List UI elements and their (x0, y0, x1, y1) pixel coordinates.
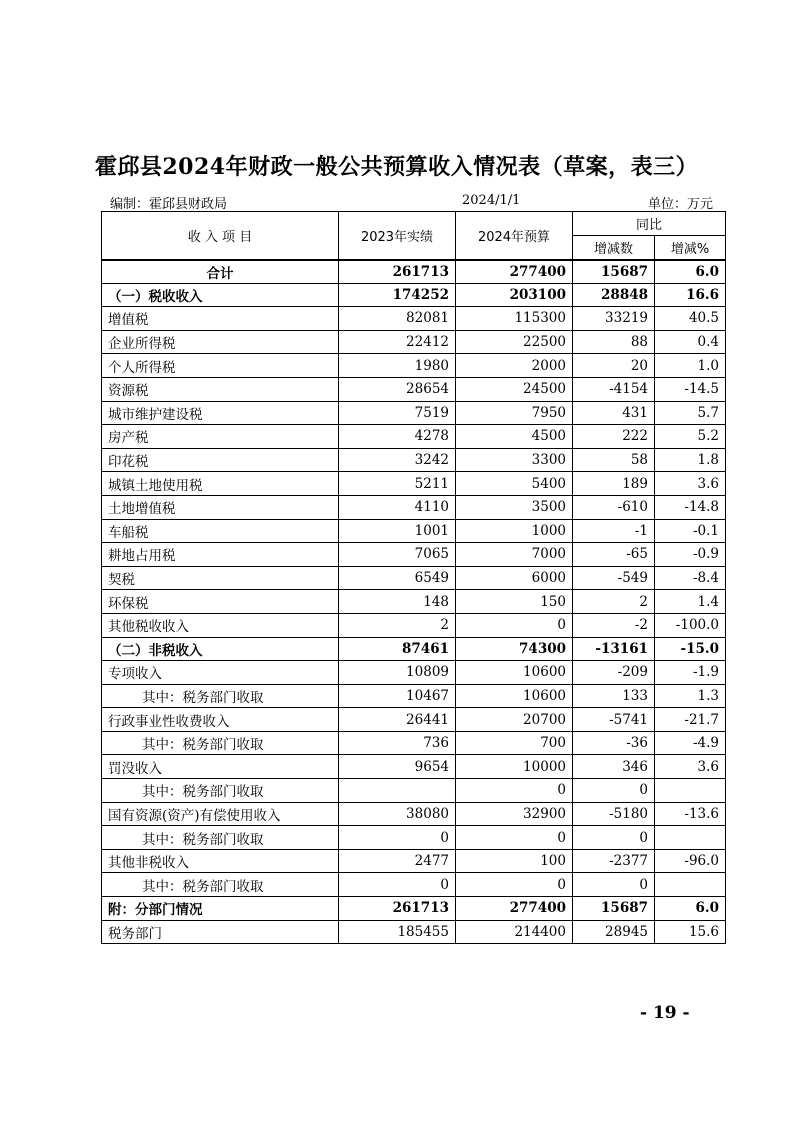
cell-actual-2023: 7519 (339, 401, 456, 425)
row-item-name: 附：分部门情况 (102, 897, 339, 921)
header-budget-2024: 2024年预算 (456, 212, 573, 260)
cell-actual-2023: 7065 (339, 543, 456, 567)
cell-actual-2023: 5211 (339, 472, 456, 496)
row-item-name: 城市维护建设税 (102, 401, 339, 425)
revenue-table (101, 211, 726, 944)
table-row (102, 307, 726, 331)
table-row (102, 377, 726, 401)
cell-change-pct: -96.0 (655, 849, 726, 873)
cell-change-amount: -610 (573, 495, 655, 519)
cell-actual-2023: 261713 (339, 260, 456, 284)
table-row (102, 283, 726, 307)
table-row (102, 448, 726, 472)
cell-change-amount: -2377 (573, 849, 655, 873)
page-title: 霍邱县2024年财政一般公共预算收入情况表（草案，表三） (94, 154, 699, 180)
cell-actual-2023: 736 (339, 731, 456, 755)
cell-budget-2024: 203100 (456, 283, 573, 307)
cell-change-pct: 0.4 (655, 330, 726, 354)
header-yoy: 同比 (573, 212, 726, 236)
cell-change-pct: -0.9 (655, 543, 726, 567)
cell-change-pct: 5.2 (655, 425, 726, 449)
cell-change-amount: 33219 (573, 307, 655, 331)
cell-budget-2024: 277400 (456, 260, 573, 284)
row-item-name: 耕地占用税 (102, 543, 339, 567)
cell-change-pct: 1.4 (655, 590, 726, 614)
cell-change-amount: -5741 (573, 708, 655, 732)
cell-actual-2023: 22412 (339, 330, 456, 354)
cell-change-pct: 6.0 (655, 260, 726, 284)
cell-actual-2023 (339, 779, 456, 803)
table-row (102, 731, 726, 755)
cell-actual-2023: 0 (339, 826, 456, 850)
cell-change-amount: -2 (573, 613, 655, 637)
cell-change-pct: 1.0 (655, 354, 726, 378)
table-body (102, 260, 726, 944)
cell-budget-2024: 115300 (456, 307, 573, 331)
cell-change-pct: 6.0 (655, 897, 726, 921)
cell-change-amount: 58 (573, 448, 655, 472)
row-item-name: 其中：税务部门收取 (102, 731, 339, 755)
table-row (102, 755, 726, 779)
row-item-name: 企业所得税 (102, 330, 339, 354)
cell-change-pct: -0.1 (655, 519, 726, 543)
cell-actual-2023: 82081 (339, 307, 456, 331)
table-row (102, 354, 726, 378)
cell-budget-2024: 700 (456, 731, 573, 755)
cell-budget-2024: 3500 (456, 495, 573, 519)
table-row (102, 260, 726, 284)
cell-change-amount: 15687 (573, 260, 655, 284)
cell-change-amount: 431 (573, 401, 655, 425)
row-item-name: （二）非税收入 (102, 637, 339, 661)
cell-actual-2023: 3242 (339, 448, 456, 472)
table-row (102, 873, 726, 897)
cell-change-pct: 15.6 (655, 920, 726, 944)
cell-actual-2023: 174252 (339, 283, 456, 307)
cell-change-amount: 0 (573, 779, 655, 803)
row-item-name: 个人所得税 (102, 354, 339, 378)
cell-budget-2024: 6000 (456, 566, 573, 590)
cell-actual-2023: 10467 (339, 684, 456, 708)
cell-budget-2024: 0 (456, 826, 573, 850)
cell-change-pct: -8.4 (655, 566, 726, 590)
cell-change-pct: 3.6 (655, 472, 726, 496)
cell-change-amount: -65 (573, 543, 655, 567)
cell-budget-2024: 1000 (456, 519, 573, 543)
compiler-label: 编制：霍邱县财政局 (110, 197, 228, 212)
cell-change-amount: 88 (573, 330, 655, 354)
table-row (102, 708, 726, 732)
row-item-name: 环保税 (102, 590, 339, 614)
cell-change-pct: -100.0 (655, 613, 726, 637)
cell-change-pct: -13.6 (655, 802, 726, 826)
table-row (102, 590, 726, 614)
cell-change-amount: -1 (573, 519, 655, 543)
cell-actual-2023: 10809 (339, 661, 456, 685)
cell-budget-2024: 5400 (456, 472, 573, 496)
row-item-name: 其中：税务部门收取 (102, 826, 339, 850)
cell-change-pct: -14.8 (655, 495, 726, 519)
cell-budget-2024: 4500 (456, 425, 573, 449)
cell-actual-2023: 0 (339, 873, 456, 897)
unit-label: 单位：万元 (648, 197, 714, 212)
cell-change-amount: 2 (573, 590, 655, 614)
table-row (102, 684, 726, 708)
date-label: 2024/1/1 (462, 193, 521, 208)
cell-change-pct: -14.5 (655, 377, 726, 401)
cell-actual-2023: 26441 (339, 708, 456, 732)
cell-change-pct: -4.9 (655, 731, 726, 755)
cell-budget-2024: 277400 (456, 897, 573, 921)
cell-budget-2024: 32900 (456, 802, 573, 826)
header-change-pct: 增减% (655, 236, 726, 260)
cell-change-pct: 3.6 (655, 755, 726, 779)
cell-budget-2024: 24500 (456, 377, 573, 401)
table-row (102, 779, 726, 803)
row-item-name: 国有资源(资产)有偿使用收入 (102, 802, 339, 826)
table-row (102, 401, 726, 425)
table-row (102, 637, 726, 661)
cell-change-pct: 40.5 (655, 307, 726, 331)
header-actual-2023: 2023年实绩 (339, 212, 456, 260)
header-item: 收 入 项 目 (102, 212, 339, 260)
row-item-name: 其他税收收入 (102, 613, 339, 637)
row-item-name: 房产税 (102, 425, 339, 449)
cell-budget-2024: 0 (456, 613, 573, 637)
cell-change-amount: 15687 (573, 897, 655, 921)
row-item-name: 行政事业性收费收入 (102, 708, 339, 732)
cell-budget-2024: 0 (456, 779, 573, 803)
cell-change-pct: 5.7 (655, 401, 726, 425)
table-row (102, 897, 726, 921)
cell-budget-2024: 10600 (456, 684, 573, 708)
cell-change-amount: -4154 (573, 377, 655, 401)
cell-actual-2023: 148 (339, 590, 456, 614)
cell-budget-2024: 2000 (456, 354, 573, 378)
cell-budget-2024: 3300 (456, 448, 573, 472)
table-row (102, 472, 726, 496)
cell-actual-2023: 4278 (339, 425, 456, 449)
cell-change-pct: 16.6 (655, 283, 726, 307)
cell-change-amount: 0 (573, 826, 655, 850)
cell-actual-2023: 2477 (339, 849, 456, 873)
table-row (102, 495, 726, 519)
row-item-name: 契税 (102, 566, 339, 590)
cell-change-amount: 28848 (573, 283, 655, 307)
cell-change-amount: -5180 (573, 802, 655, 826)
row-item-name: （一）税收收入 (102, 283, 339, 307)
cell-change-amount: -209 (573, 661, 655, 685)
row-item-name: 税务部门 (102, 920, 339, 944)
table-row (102, 543, 726, 567)
table-row (102, 826, 726, 850)
row-item-name: 其他非税收入 (102, 849, 339, 873)
cell-actual-2023: 185455 (339, 920, 456, 944)
cell-budget-2024: 20700 (456, 708, 573, 732)
row-item-name: 合计 (102, 260, 339, 284)
row-item-name: 城镇土地使用税 (102, 472, 339, 496)
cell-budget-2024: 214400 (456, 920, 573, 944)
row-item-name: 车船税 (102, 519, 339, 543)
cell-change-amount: 0 (573, 873, 655, 897)
cell-actual-2023: 6549 (339, 566, 456, 590)
row-item-name: 其中：税务部门收取 (102, 779, 339, 803)
table-row (102, 920, 726, 944)
header-change-amount: 增减数 (573, 236, 655, 260)
cell-actual-2023: 87461 (339, 637, 456, 661)
cell-budget-2024: 7000 (456, 543, 573, 567)
cell-budget-2024: 0 (456, 873, 573, 897)
row-item-name: 专项收入 (102, 661, 339, 685)
cell-actual-2023: 261713 (339, 897, 456, 921)
cell-change-pct: 1.8 (655, 448, 726, 472)
cell-actual-2023: 1001 (339, 519, 456, 543)
cell-actual-2023: 38080 (339, 802, 456, 826)
cell-change-amount: -13161 (573, 637, 655, 661)
cell-change-amount: 346 (573, 755, 655, 779)
cell-budget-2024: 10000 (456, 755, 573, 779)
cell-budget-2024: 150 (456, 590, 573, 614)
row-item-name: 罚没收入 (102, 755, 339, 779)
cell-budget-2024: 100 (456, 849, 573, 873)
cell-change-pct: 1.3 (655, 684, 726, 708)
row-item-name: 其中：税务部门收取 (102, 873, 339, 897)
cell-change-amount: 222 (573, 425, 655, 449)
cell-change-amount: 189 (573, 472, 655, 496)
row-item-name: 印花税 (102, 448, 339, 472)
row-item-name: 增值税 (102, 307, 339, 331)
cell-change-amount: -36 (573, 731, 655, 755)
cell-change-pct: -15.0 (655, 637, 726, 661)
row-item-name: 资源税 (102, 377, 339, 401)
cell-change-pct (655, 779, 726, 803)
cell-actual-2023: 1980 (339, 354, 456, 378)
row-item-name: 其中：税务部门收取 (102, 684, 339, 708)
row-item-name: 土地增值税 (102, 495, 339, 519)
cell-change-amount: 133 (573, 684, 655, 708)
cell-actual-2023: 4110 (339, 495, 456, 519)
cell-budget-2024: 7950 (456, 401, 573, 425)
table-row (102, 849, 726, 873)
cell-actual-2023: 28654 (339, 377, 456, 401)
table-row (102, 802, 726, 826)
cell-budget-2024: 74300 (456, 637, 573, 661)
table-row (102, 519, 726, 543)
cell-change-pct: -21.7 (655, 708, 726, 732)
table-row (102, 566, 726, 590)
cell-actual-2023: 2 (339, 613, 456, 637)
cell-actual-2023: 9654 (339, 755, 456, 779)
cell-budget-2024: 22500 (456, 330, 573, 354)
table-row (102, 613, 726, 637)
page-number: - 19 - (640, 1003, 690, 1023)
cell-change-pct (655, 873, 726, 897)
table-row (102, 330, 726, 354)
cell-change-pct (655, 826, 726, 850)
cell-change-amount: -549 (573, 566, 655, 590)
table-row (102, 425, 726, 449)
cell-budget-2024: 10600 (456, 661, 573, 685)
table-row (102, 661, 726, 685)
cell-change-amount: 20 (573, 354, 655, 378)
cell-change-pct: -1.9 (655, 661, 726, 685)
cell-change-amount: 28945 (573, 920, 655, 944)
